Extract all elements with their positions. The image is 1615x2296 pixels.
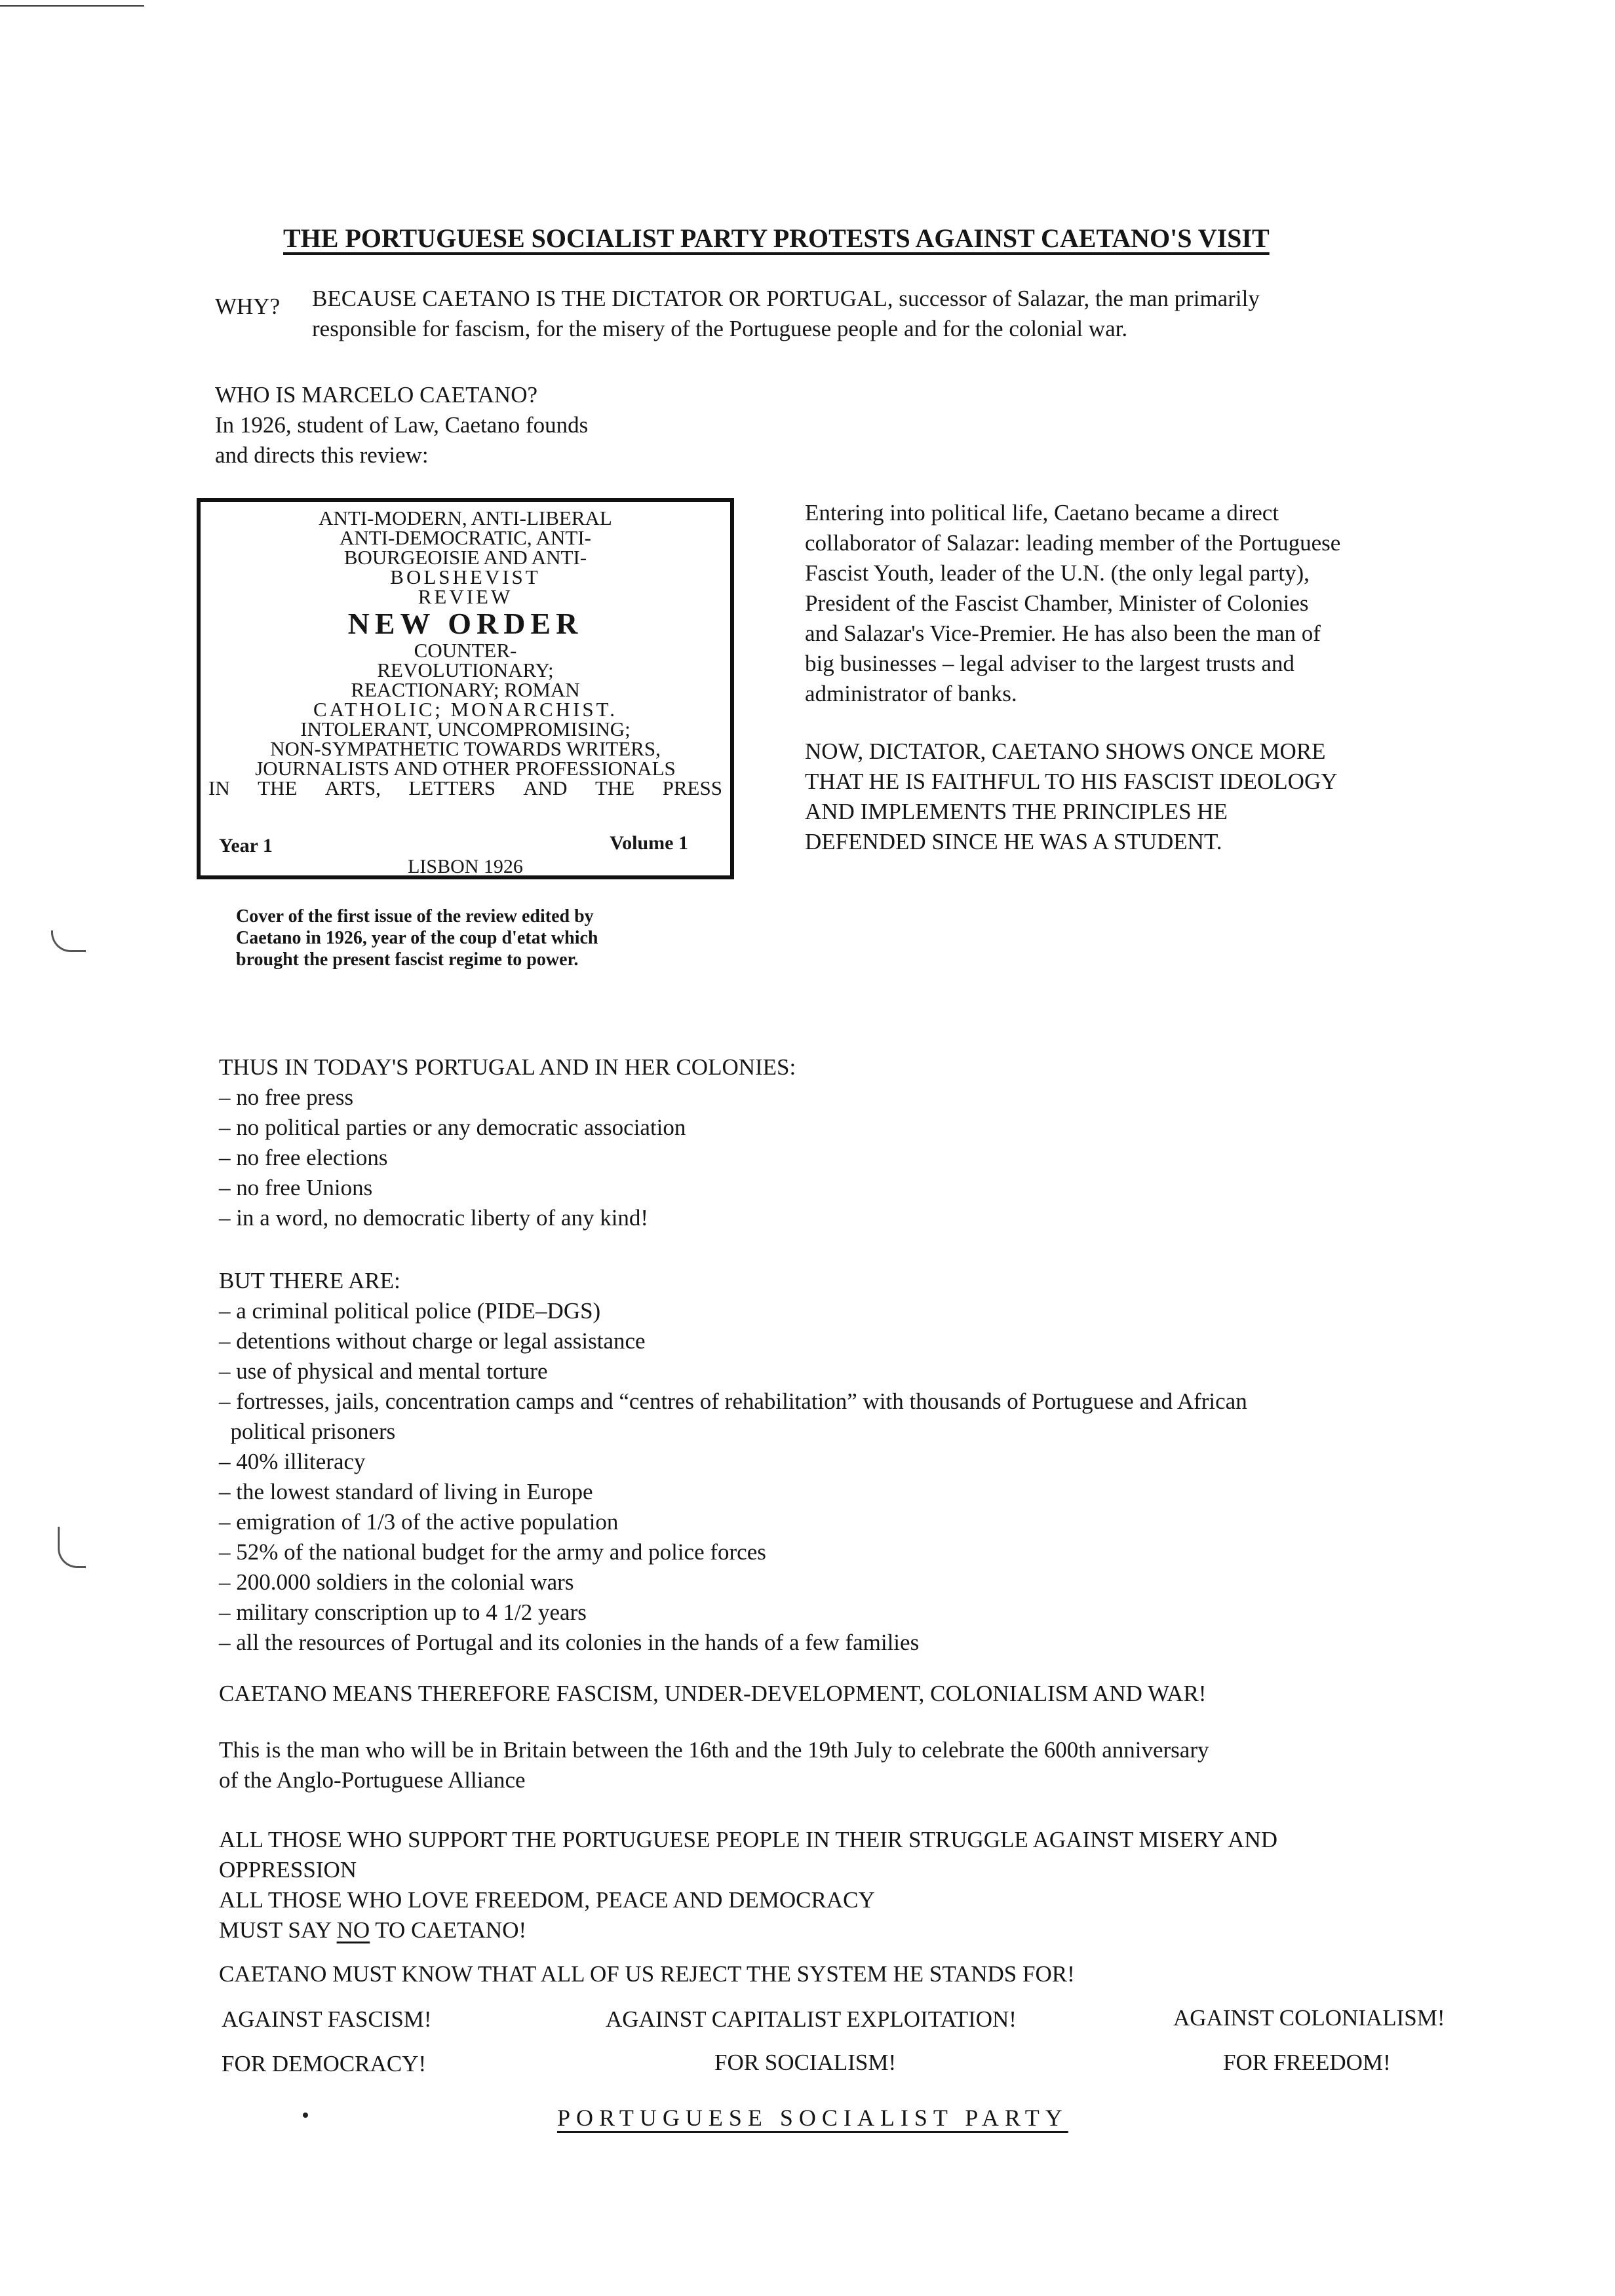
biography-line: Entering into political life, Caetano became a direct: [805, 500, 1279, 526]
review-line: REACTIONARY; ROMAN: [351, 678, 580, 701]
review-word: AND: [523, 776, 568, 799]
review-last-line: [201, 778, 730, 798]
support-line: OPPRESSION: [219, 1857, 357, 1883]
who-heading: WHO IS MARCELO CAETANO?: [215, 382, 538, 408]
list-item: – no free elections: [219, 1145, 388, 1170]
list-item: – no free press: [219, 1084, 354, 1110]
means-statement: CAETANO MEANS THEREFORE FASCISM, UNDER-DEVELOPMENT, COLONIALISM AND WAR!: [219, 1681, 1207, 1706]
top-edge-line: [0, 5, 144, 7]
list-item: – 40% illiteracy: [219, 1449, 366, 1474]
support-line: ALL THOSE WHO LOVE FREEDOM, PEACE AND DEMOCRACY: [219, 1887, 875, 1913]
list-item: – no political parties or any democratic association: [219, 1115, 686, 1140]
review-volume: Volume 1: [610, 832, 688, 854]
today-heading: THUS IN TODAY'S PORTUGAL AND IN HER COLONIES:: [219, 1054, 796, 1080]
underlined-no: NO: [336, 1917, 370, 1943]
britain-line: This is the man who will be in Britain between the 16th and the 19th July to celebrate the 600th anniversary: [219, 1737, 1209, 1763]
review-word: ARTS,: [324, 776, 381, 799]
bullet-dot: [303, 2113, 308, 2118]
review-line: CATHOLIC; MONARCHIST.: [313, 698, 618, 721]
cover-caption: [236, 906, 598, 970]
review-line: BOLSHEVIST: [390, 565, 541, 588]
why-label: WHY?: [215, 294, 281, 319]
slogan-against-colonialism: AGAINST COLONIALISM!: [1173, 2005, 1445, 2031]
caption-line: Caetano in 1926, year of the coup d'etat which: [236, 928, 598, 948]
must-know-statement: CAETANO MUST KNOW THAT ALL OF US REJECT THE SYSTEM HE STANDS FOR!: [219, 1961, 1075, 1987]
list-item: political prisoners: [219, 1419, 396, 1444]
list-item: – detentions without charge or legal assistance: [219, 1328, 646, 1354]
margin-mark-2: [58, 1527, 86, 1568]
dictator-line: DEFENDED SINCE HE WAS A STUDENT.: [805, 829, 1222, 854]
review-line: REVOLUTIONARY;: [377, 659, 554, 681]
dictator-line: AND IMPLEMENTS THE PRINCIPLES HE: [805, 799, 1228, 824]
list-item: – a criminal political police (PIDE–DGS): [219, 1298, 601, 1324]
review-line: ANTI-DEMOCRATIC, ANTI-: [339, 526, 592, 549]
party-signature: PORTUGUESE SOCIALIST PARTY: [557, 2105, 1068, 2131]
review-word: THE: [258, 776, 298, 799]
review-name: NEW ORDER: [347, 607, 583, 640]
biography-line: administrator of banks.: [805, 681, 1017, 706]
who-line: and directs this review:: [215, 442, 429, 468]
support-line: [219, 1915, 1277, 1945]
slogan-for-democracy: FOR DEMOCRACY!: [222, 2051, 427, 2076]
review-word: PRESS: [662, 776, 722, 799]
to-caetano-text: TO CAETANO!: [370, 1917, 527, 1943]
review-word: IN: [208, 776, 230, 799]
list-item: – in a word, no democratic liberty of any kind!: [219, 1205, 649, 1231]
biography-line: Fascist Youth, leader of the U.N. (the only legal party),: [805, 560, 1310, 586]
caption-line: brought the present fascist regime to power.: [236, 949, 579, 970]
review-line: COUNTER-: [414, 639, 517, 662]
today-list: [219, 1052, 796, 1233]
slogan-for-socialism: FOR SOCIALISM!: [714, 2050, 897, 2075]
list-item: – use of physical and mental torture: [219, 1358, 548, 1384]
biography-paragraph: [805, 498, 1340, 709]
list-item: – all the resources of Portugal and its colonies in the hands of a few families: [219, 1630, 920, 1655]
review-line: BOURGEOISIE AND ANTI-: [343, 546, 587, 569]
review-line: INTOLERANT, UNCOMPROMISING;: [300, 718, 631, 740]
biography-line: collaborator of Salazar: leading member of the Portuguese: [805, 530, 1341, 556]
why-text: [312, 284, 1260, 344]
biography-line: President of the Fascist Chamber, Minister of Colonies: [805, 590, 1309, 616]
why-line: BECAUSE CAETANO IS THE DICTATOR OR PORTUGAL, successor of Salazar, the man primarily: [312, 286, 1260, 311]
review-place: LISBON 1926: [408, 856, 523, 877]
list-item: – military conscription up to 4 1/2 years: [219, 1599, 587, 1625]
biography-line: big businesses – legal adviser to the largest trusts and: [805, 651, 1294, 676]
who-line: In 1926, student of Law, Caetano founds: [215, 412, 589, 438]
caption-line: Cover of the first issue of the review edited by: [236, 906, 594, 927]
must-say-text: MUST SAY: [219, 1917, 337, 1943]
review-line: NON-SYMPATHETIC TOWARDS WRITERS,: [270, 737, 661, 760]
list-item: – fortresses, jails, concentration camps and “centres of rehabilitation” with thousands of Portuguese and African: [219, 1388, 1247, 1414]
support-line: ALL THOSE WHO SUPPORT THE PORTUGUESE PEOPLE IN THEIR STRUGGLE AGAINST MISERY AND: [219, 1827, 1277, 1852]
who-block: [215, 380, 588, 470]
list-item: – emigration of 1/3 of the active population: [219, 1509, 619, 1535]
britain-line: of the Anglo-Portuguese Alliance: [219, 1767, 526, 1793]
margin-mark-1: [51, 930, 86, 952]
review-year: Year 1: [219, 835, 273, 856]
biography-line: and Salazar's Vice-Premier. He has also been the man of: [805, 621, 1321, 646]
review-word: LETTERS: [408, 776, 496, 799]
review-cover-box: [197, 498, 734, 879]
review-word: THE: [594, 776, 635, 799]
why-line: responsible for fascism, for the misery of the Portuguese people and for the colonial war.: [312, 316, 1128, 341]
review-line: REVIEW: [418, 585, 513, 608]
list-item: – no free Unions: [219, 1175, 373, 1200]
but-list: [219, 1266, 1247, 1658]
page-title: THE PORTUGUESE SOCIALIST PARTY PROTESTS AGAINST CAETANO'S VISIT: [283, 223, 1270, 253]
britain-paragraph: [219, 1735, 1209, 1795]
dictator-line: THAT HE IS FAITHFUL TO HIS FASCIST IDEOLOGY: [805, 769, 1338, 794]
dictator-line: NOW, DICTATOR, CAETANO SHOWS ONCE MORE: [805, 738, 1326, 764]
review-cover-text: [201, 508, 730, 798]
slogan-against-exploitation: AGAINST CAPITALIST EXPLOITATION!: [606, 2006, 1017, 2032]
review-line: ANTI-MODERN, ANTI-LIBERAL: [319, 507, 612, 529]
list-item: – 200.000 soldiers in the colonial wars: [219, 1569, 574, 1595]
slogan-against-fascism: AGAINST FASCISM!: [222, 2006, 432, 2032]
dictator-paragraph: [805, 737, 1338, 857]
list-item: – the lowest standard of living in Europe: [219, 1479, 593, 1504]
support-paragraph: [219, 1825, 1277, 1945]
review-line: JOURNALISTS AND OTHER PROFESSIONALS: [255, 757, 676, 780]
but-heading: BUT THERE ARE:: [219, 1268, 400, 1293]
list-item: – 52% of the national budget for the army and police forces: [219, 1539, 766, 1565]
slogan-for-freedom: FOR FREEDOM!: [1223, 2050, 1391, 2075]
